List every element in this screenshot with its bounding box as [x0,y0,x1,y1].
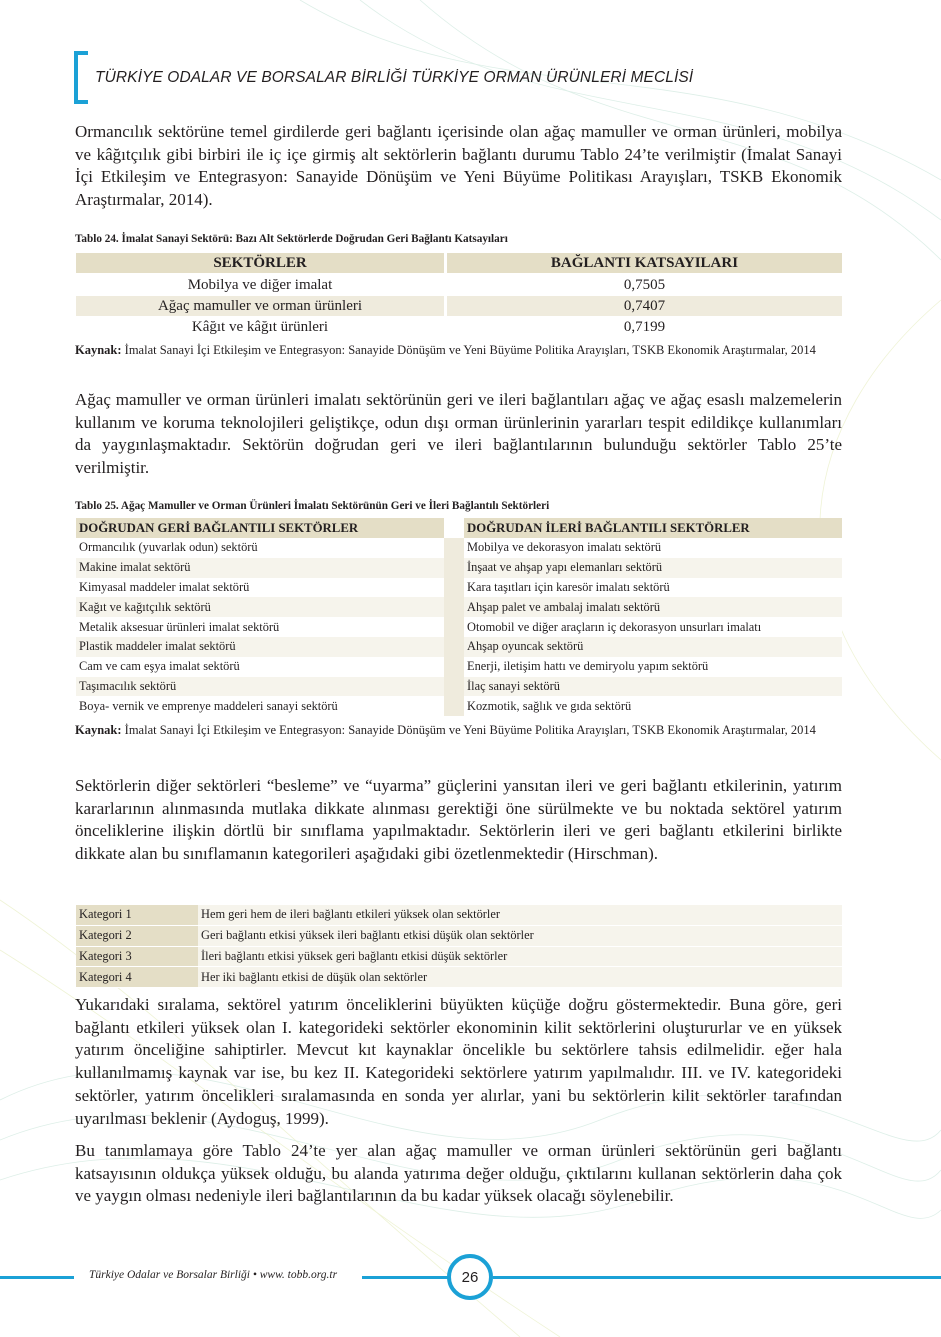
category-name: Kategori 3 [76,947,198,968]
table-row [76,558,842,578]
table-row [76,657,842,677]
table25 [76,518,842,716]
forward-sector: İlaç sanayi sektörü [464,677,842,697]
header-title: TÜRKİYE ODALAR VE BORSALAR BİRLİĞİ TÜRKİYE ORMAN ÜRÜNLERİ MECLİSİ [95,69,694,86]
column-gap [444,617,464,637]
table-row [76,296,842,317]
forward-sector: Otomobil ve diğer araçların iç dekorasyon unsurları imalatı [464,617,842,637]
table24-caption: Tablo 24. İmalat Sanayi Sektörü: Bazı Alt Sektörlerde Doğrudan Geri Bağlantı Katsayıları [75,233,508,245]
table24-sector: Mobilya ve diğer imalat [76,275,447,296]
forward-sector: Enerji, iletişim hattı ve demiryolu yapım sektörü [464,657,842,677]
table25-caption: Tablo 25. Ağaç Mamuller ve Orman Ürünleri İmalatı Sektörünün Geri ve İleri Bağlantılı Sektörleri [75,500,550,512]
forward-sector: Ahşap palet ve ambalaj imalatı sektörü [464,597,842,617]
footer-text: Türkiye Odalar ve Borsalar Birliği • www. tobb.org.tr [89,1269,338,1281]
table24-coef: 0,7407 [447,296,842,317]
category-table [76,905,842,988]
source-text: İmalat Sanayi İçi Etkileşim ve Entegrasyon: Sanayide Dönüşüm ve Yeni Büyüme Politika Arayışları, TSKB Ekonomik Araştırmalar, 2014 [121,343,816,357]
column-gap [444,597,464,617]
paragraph-intro: Ormancılık sektörüne temel girdilerde geri bağlantı içerisinde olan ağaç mamuller ve orman ürünleri, mobilya ve kâğıtçılık gibi birbiri ile iç içe girmiş alt sektörlerin bağlantı durumu Tablo 24’te verilmiştir (İmalat Sanayi İçi Etkileşim ve Entegrasyon: Sanayide Dönüşüm ve Yeni Büyüme Politikası Arayışları, TSKB Ekonomik Araştırmalar, 2014). [75,122,842,210]
column-gap [444,696,464,716]
table-row [76,967,842,988]
table-row [76,926,842,947]
column-gap [444,677,464,697]
table-row [76,905,842,926]
backward-sector: Kağıt ve kağıtçılık sektörü [76,597,444,617]
column-gap [444,657,464,677]
forward-sector: İnşaat ve ahşap yapı elemanları sektörü [464,558,842,578]
table25-header-backward: DOĞRUDAN GERİ BAĞLANTILI SEKTÖRLER [76,518,444,538]
table-row [76,617,842,637]
source-label: Kaynak: [75,723,122,737]
table-row [76,677,842,697]
table24-coef: 0,7505 [447,275,842,296]
column-gap [444,637,464,657]
backward-sector: Metalik aksesuar ürünleri imalat sektörü [76,617,444,637]
table24 [76,253,842,338]
table24-header-sector: SEKTÖRLER [76,253,447,275]
forward-sector: Kara taşıtları için karesör imalatı sektörü [464,578,842,598]
table-row [76,597,842,617]
backward-sector: Plastik maddeler imalat sektörü [76,637,444,657]
table24-sector: Kâğıt ve kâğıt ürünleri [76,317,447,338]
column-gap [444,558,464,578]
header-bracket [74,51,88,104]
footer-rule [362,1276,448,1279]
table-row [76,538,842,558]
backward-sector: Cam ve cam eşya imalat sektörü [76,657,444,677]
table-row [76,947,842,968]
backward-sector: Ormancılık (yuvarlak odun) sektörü [76,538,444,558]
table24-sector: Ağaç mamuller ve orman ürünleri [76,296,447,317]
table25-header-forward: DOĞRUDAN İLERİ BAĞLANTILI SEKTÖRLER [464,518,842,538]
table25-source [75,722,842,739]
category-desc: Her iki bağlantı etkisi de düşük olan sektörler [198,967,842,988]
table-row [76,275,842,296]
table24-header-coef: BAĞLANTI KATSAYILARI [447,253,842,275]
forward-sector: Mobilya ve dekorasyon imalatı sektörü [464,538,842,558]
source-label: Kaynak: [75,343,122,357]
backward-sector: Kimyasal maddeler imalat sektörü [76,578,444,598]
backward-sector: Taşımacılık sektörü [76,677,444,697]
table-row [76,578,842,598]
footer-rule [493,1276,941,1279]
category-name: Kategori 4 [76,967,198,988]
table24-source [75,342,842,359]
backward-sector: Makine imalat sektörü [76,558,444,578]
category-name: Kategori 1 [76,905,198,926]
table24-coef: 0,7199 [447,317,842,338]
category-desc: Hem geri hem de ileri bağlantı etkileri yüksek olan sektörler [198,905,842,926]
forward-sector: Ahşap oyuncak sektörü [464,637,842,657]
table-row [76,696,842,716]
column-gap [444,578,464,598]
table-row [76,317,842,338]
forward-sector: Kozmotik, sağlık ve gıda sektörü [464,696,842,716]
paragraph-links: Ağaç mamuller ve orman ürünleri imalatı sektörünün geri ve ileri bağlantıları ağaç ve ağaç esaslı malzemelerin kullanım ve koruma teknolojileri geliştikçe, odun dışı orman ürünlerinin yararları tespit edildikçe kullanımları da yaygınlaşmaktadır. Sektörün doğrudan geri ve ileri bağlantılarının bulunduğu sektörler Tablo 25’te verilmiştir. [75,390,842,478]
category-desc: Geri bağlantı etkisi yüksek ileri bağlantı etkisi düşük olan sektörler [198,926,842,947]
category-name: Kategori 2 [76,926,198,947]
table-row [76,637,842,657]
paragraph-conclusion: Bu tanımlamaya göre Tablo 24’te yer alan ağaç mamuller ve orman ürünleri sektörünün geri bağlantı katsayısının oldukça yüksek olduğu, bu alanda yatırıma değer olduğu, çıktılarını kullanan sektörlerin daha çok ve yaygın olması nedeniyle ileri bağlantılarının da bu kadar yüksek olacağı söylenebilir. [75,1141,842,1206]
paragraph-classification: Sektörlerin diğer sektörleri “besleme” ve “uyarma” güçlerini yansıtan ileri ve geri bağlantı etkilerinin, yatırım kararlarının alınmasında mutlaka dikkate alınması gerektiği öne sürülmekte ve bu noktada sektörel yatırım önceliklerine ilişkin dörtlü bir sınıflama yapılmaktadır. Sektörlerin ileri ve geri bağlantı etkilerini birlikte dikkate alan bu sınıflamanın kategorileri aşağıdaki gibi özetlenmektedir (Hirschman). [75,776,842,864]
paragraph-ranking: Yukarıdaki sıralama, sektörel yatırım önceliklerini büyükten küçüğe doğru göstermektedir. Buna göre, geri bağlantı etkileri yüksek olan I. kategorideki sektörler ekonominin kilit sektörlerini oluştururlar ve en yüksek yatırım önceliğine sahiptirler. Mevcut kıt kaynaklar öncelikle bu sektörlere tahsis edilmelidir. eğer hala kullanılmamış kaynak var ise, bu kez II. Kategorideki sektörlere yatırım yapılmalıdır. III. ve IV. kategorideki sektörler, yatırım öncelikleri sıralamasında en sonda yer alırlar, yani bu sektörlerin kilit sektörler tarafından uyarılması beklenir (Aydoguş, 1999). [75,995,842,1128]
page-number: 26 [447,1254,493,1300]
footer-rule [0,1276,74,1279]
backward-sector: Boya- vernik ve emprenye maddeleri sanayi sektörü [76,696,444,716]
column-gap [444,518,464,538]
category-desc: İleri bağlantı etkisi yüksek geri bağlantı etkisi düşük sektörler [198,947,842,968]
source-text: İmalat Sanayi İçi Etkileşim ve Entegrasyon: Sanayide Dönüşüm ve Yeni Büyüme Politika Arayışları, TSKB Ekonomik Araştırmalar, 2014 [121,723,816,737]
column-gap [444,538,464,558]
